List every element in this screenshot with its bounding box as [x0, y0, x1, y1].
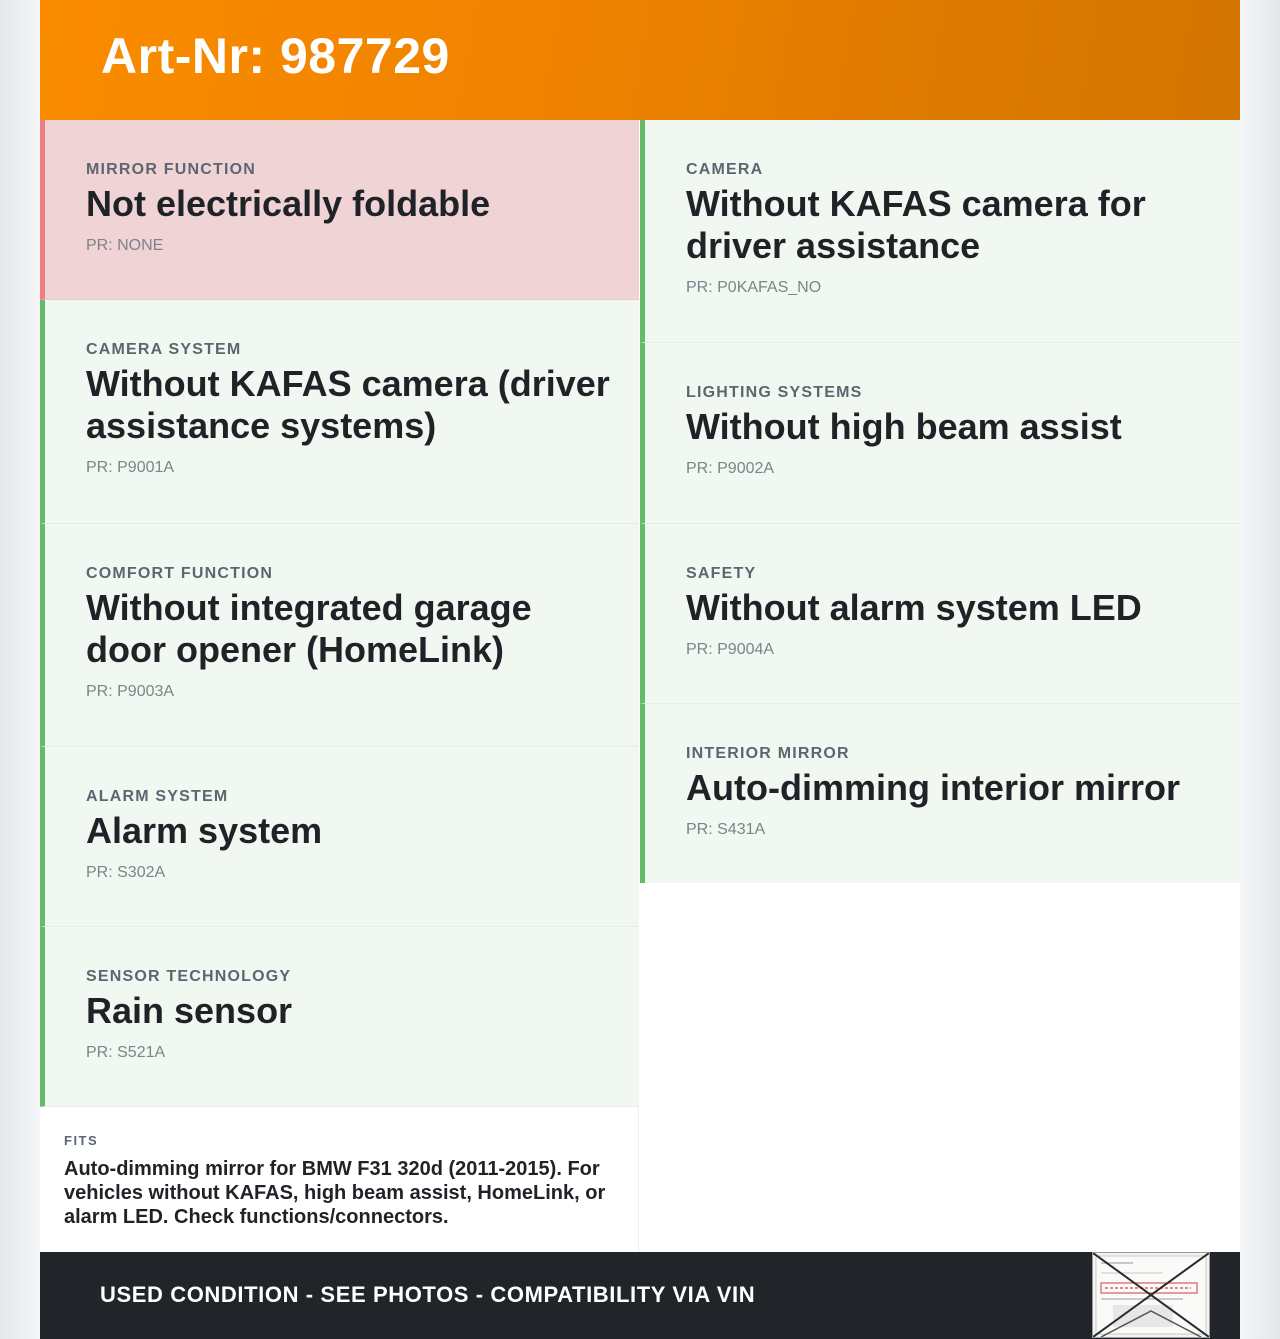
feature-card-alarm-system: [40, 747, 639, 927]
feature-card-lighting-systems: [640, 343, 1240, 524]
feature-card-sensor-technology: [40, 927, 639, 1107]
feature-category: ALARM SYSTEM: [86, 788, 229, 805]
feature-pr-code: PR: S521A: [86, 1044, 166, 1061]
document-photo-graphic: [1093, 1253, 1209, 1337]
feature-pr-code: PR: P9003A: [86, 683, 175, 700]
feature-category: INTERIOR MIRROR: [686, 745, 850, 762]
feature-pr-code: PR: NONE: [86, 237, 164, 254]
feature-value: Without alarm system LED: [686, 587, 1142, 628]
feature-pr-code: PR: P0KAFAS_NO: [686, 279, 822, 296]
feature-pr-code: PR: P9004A: [686, 641, 775, 658]
feature-value: Without integrated garage door opener (HomeLink): [86, 587, 532, 670]
feature-value: Without high beam assist: [686, 406, 1122, 447]
vehicle-document-photo-icon: [1092, 1252, 1210, 1338]
header-banner: [40, 0, 1240, 120]
feature-category: SENSOR TECHNOLOGY: [86, 968, 292, 985]
feature-category: COMFORT FUNCTION: [86, 565, 274, 582]
fits-label: FITS: [64, 1133, 99, 1148]
feature-value: Not electrically foldable: [86, 183, 491, 224]
feature-card-interior-mirror: [640, 704, 1240, 883]
fits-section: [40, 1107, 639, 1252]
feature-category: CAMERA: [686, 161, 764, 178]
feature-category: LIGHTING SYSTEMS: [686, 384, 863, 401]
feature-card-camera-system: [40, 300, 639, 524]
fits-description: Auto-dimming mirror for BMW F31 320d (2011-2015). For vehicles without KAFAS, high beam assist, HomeLink, or alarm LED. Check functions/connectors.: [64, 1158, 606, 1228]
feature-value: Rain sensor: [86, 990, 293, 1031]
feature-value: Without KAFAS camera for driver assistance: [686, 183, 1146, 266]
feature-card-safety: [640, 524, 1240, 704]
feature-card-camera: [640, 120, 1240, 343]
left-column: [40, 120, 640, 1107]
article-number-title: Art-Nr: 987729: [101, 28, 450, 84]
feature-category: CAMERA SYSTEM: [86, 341, 242, 358]
feature-value: Alarm system: [86, 810, 323, 851]
feature-value: Without KAFAS camera (driver assistance systems): [86, 363, 610, 446]
footer-bar: [40, 1252, 1240, 1339]
feature-pr-code: PR: P9001A: [86, 459, 175, 476]
feature-pr-code: PR: P9002A: [686, 460, 775, 477]
condition-notice: USED CONDITION - SEE PHOTOS - COMPATIBILITY VIA VIN: [100, 1282, 756, 1307]
feature-category: SAFETY: [686, 565, 757, 582]
feature-card-mirror-function: [40, 120, 639, 300]
feature-pr-code: PR: S431A: [686, 821, 766, 838]
right-column: [640, 120, 1240, 883]
feature-value: Auto-dimming interior mirror: [686, 767, 1180, 808]
feature-category: MIRROR FUNCTION: [86, 161, 256, 178]
spec-sheet: [40, 0, 1240, 1339]
feature-card-comfort-function: [40, 524, 639, 747]
feature-pr-code: PR: S302A: [86, 864, 166, 881]
